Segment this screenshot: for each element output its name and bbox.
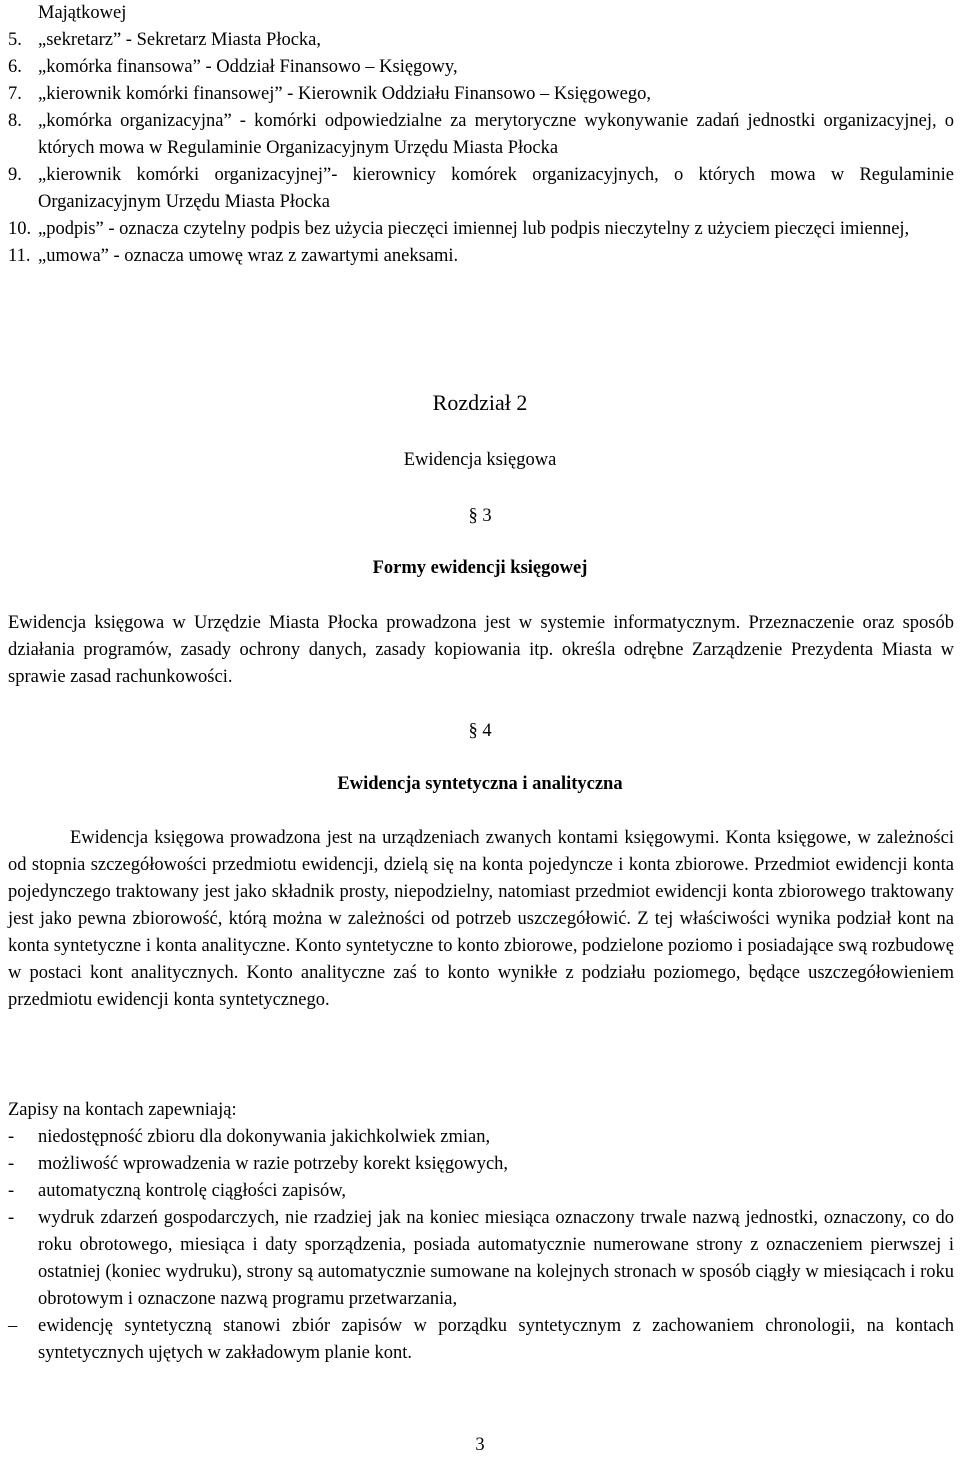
section-3-mark: § 3 bbox=[468, 506, 492, 526]
definition-item: 11. „umowa” - oznacza umowę wraz z zawartymi aneksami. bbox=[8, 246, 459, 266]
list-item: - niedostępność zbioru dla dokonywania jakichkolwiek zmian, bbox=[8, 1127, 491, 1147]
section-4-body: Ewidencja księgowa prowadzona jest na urządzeniach zwanych kontami księgowymi. Konta księgowe, w zależności od stopnia szczegółowości przedmiotu ewidencji, dzielą się na konta pojedyncze i konta zbiorowe. Przedmiot ewidencji konta pojedynczego traktowany jest jako składnik prosty, niepodzielny, natomiast przedmiot ewidencji konta zbiorowego traktowany jest jako pewna zbiorowość, którą można w zależności od potrzeb uszczegółowić. Z tej właściwości wynika podział kont na konta syntetyczne i konta analityczne. Konto syntetyczne to konto zbiorowe, podzielone poziomo i posiadające swą rozbudowę w postaci kont analitycznych. Konto analityczne zaś to konto wynikłe z podziału poziomego, będące uszczegółowieniem przedmiotu ewidencji konta syntetycznego. bbox=[8, 828, 954, 1010]
definition-item: 10. „podpis” - oznacza czytelny podpis bez użycia pieczęci imiennej lub podpis nieczytelny z użyciem pieczęci imiennej, bbox=[8, 219, 910, 239]
definition-item: 5. „sekretarz” - Sekretarz Miasta Płocka, bbox=[8, 30, 322, 50]
definitions-intro-line: Majątkowej bbox=[38, 3, 127, 23]
guarantees-list bbox=[8, 1124, 954, 1367]
definition-item: 7. „kierownik komórki finansowej” - Kierownik Oddziału Finansowo – Księgowego, bbox=[8, 84, 651, 104]
section-3-body: Ewidencja księgowa w Urzędzie Miasta Płocka prowadzona jest w systemie informatycznym. Przeznaczenie oraz sposób działania programów, zasady ochrony danych, zasady kopiowania itp. określa odrębne Zarządzenie Prezydenta Miasta w sprawie zasad rachunkowości. bbox=[8, 613, 954, 687]
section-3-heading: Formy ewidencji księgowej bbox=[372, 558, 588, 578]
page-number: 3 bbox=[475, 1435, 485, 1455]
list-item: - wydruk zdarzeń gospodarczych, nie rzadziej jak na koniec miesiąca oznaczony trwale nazwą jednostki, oznaczony, co do roku obrotowego, miesiąca i daty sporządzenia, posiada automatycznie numerowane strony z oznaczeniem pierwszej i ostatniej (koniec wydruku), strony są automatycznie sumowane na kolejnych stronach w sposób ciągły w miesiącach i roku obrotowym i oznaczone nazwą programu przetwarzania, bbox=[8, 1208, 954, 1309]
chapter-subtitle: Ewidencja księgowa bbox=[403, 450, 557, 470]
definition-item: 9. „kierownik komórki organizacyjnej”- kierownicy komórek organizacyjnych, o których mowa w Regulaminie Organizacyjnym Urzędu Miasta Płocka bbox=[8, 165, 954, 212]
list-intro: Zapisy na kontach zapewniają: bbox=[8, 1100, 237, 1120]
definition-item: 6. „komórka finansowa” - Oddział Finansowo – Księgowy, bbox=[8, 57, 458, 77]
list-item: – ewidencję syntetyczną stanowi zbiór zapisów w porządku syntetycznym z zachowaniem chronologii, na kontach syntetycznych ujętych w zakładowym planie kont. bbox=[8, 1316, 954, 1363]
definitions-items bbox=[8, 27, 954, 270]
list-item: - automatyczną kontrolę ciągłości zapisów, bbox=[8, 1181, 347, 1201]
definition-item: 8. „komórka organizacyjna” - komórki odpowiedzialne za merytoryczne wykonywanie zadań jednostki organizacyjnej, o których mowa w Regulaminie Organizacyjnym Urzędu Miasta Płocka bbox=[8, 111, 954, 158]
chapter-title: Rozdział 2 bbox=[432, 390, 528, 415]
section-4-mark: § 4 bbox=[468, 721, 492, 741]
list-item: - możliwość wprowadzenia w razie potrzeby korekt księgowych, bbox=[8, 1154, 509, 1174]
section-4-heading: Ewidencja syntetyczna i analityczna bbox=[337, 774, 623, 794]
definitions-list bbox=[38, 0, 954, 27]
